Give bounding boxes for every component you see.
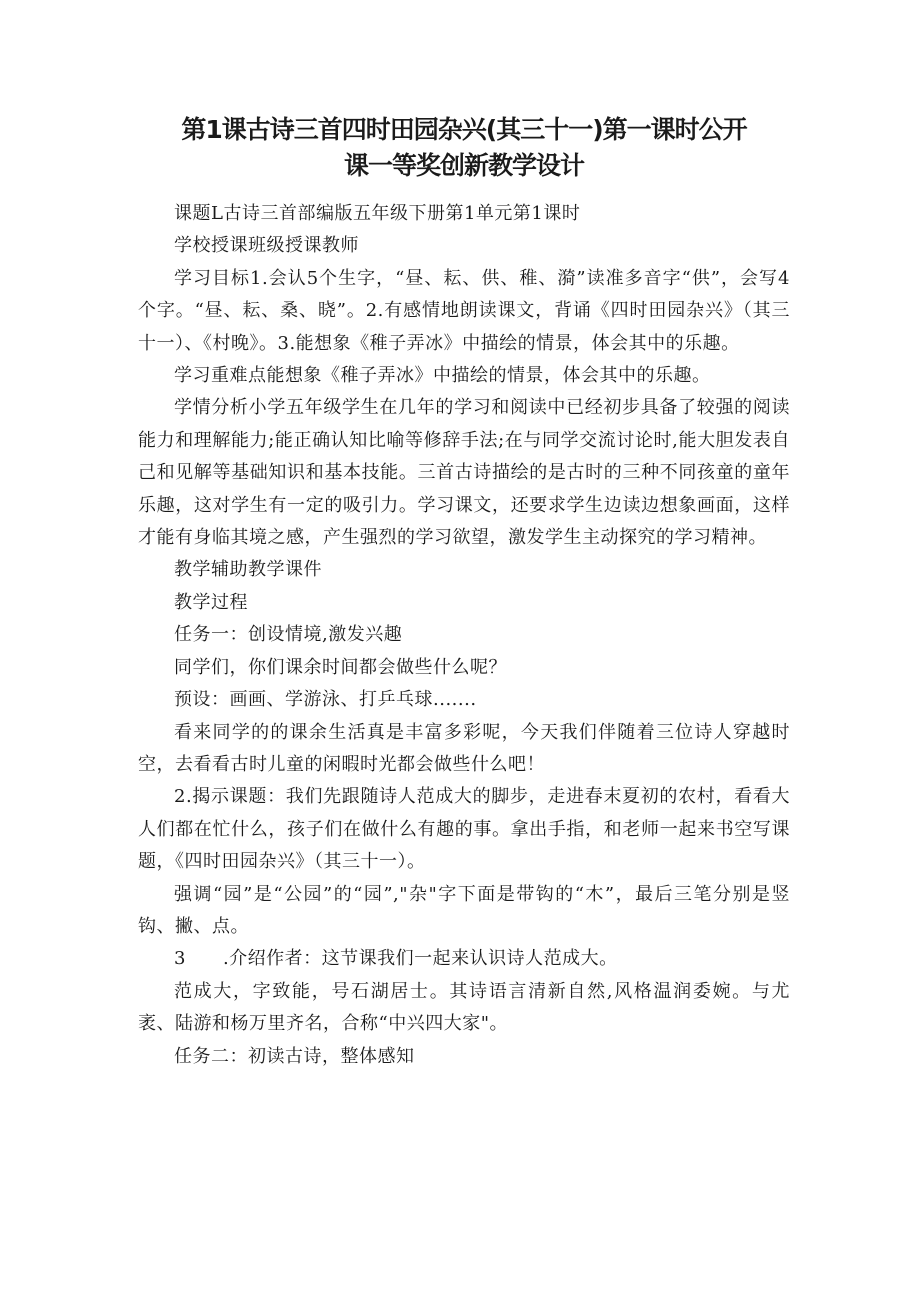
paragraph-task-two: 任务二：初读古诗，整体感知 <box>174 1045 415 1067</box>
paragraph-author-bio: 范成大，字致能，号石湖居士。其诗语言清新自然,风格温润委婉。与尤袤、陆游和杨万里齐名，合称“中兴四大家"。 <box>138 980 790 1035</box>
paragraph-learning-goals: 学习目标1.会认5个生字，“昼、耘、供、稚、漪”读准多音字“供”，会写4个字。“昼、耘、桑、晓”。2.有感情地朗读课文，背诵《四时田园杂兴》（其三十一）、《村晚》。3.能想象《稚子弄冰》中描绘的情景，体会其中的乐趣。 <box>138 267 790 354</box>
paragraph-intro: 看来同学的的课余生活真是丰富多彩呢，今天我们伴随着三位诗人穿越时空，去看看古时儿童的闲暇时光都会做些什么吧！ <box>138 721 790 775</box>
document-body <box>138 198 790 1073</box>
paragraph-author-intro: 3 .介绍作者：这节课我们一起来认识诗人范成大。 <box>174 948 618 970</box>
paragraph-emphasis: 强调“园”是“公园”的“园”,"杂"字下面是带钩的“木”，最后三笔分别是竖钩、撇、点。 <box>138 883 790 937</box>
paragraph-reveal-topic: 2.揭示课题：我们先跟随诗人范成大的脚步，走进春末夏初的农村，看看大人们都在忙什么，孩子们在做什么有趣的事。拿出手指，和老师一起来书空写课题，《四时田园杂兴》（其三十一）。 <box>138 786 790 873</box>
paragraph-teaching-process: 教学过程 <box>174 591 248 613</box>
page-title <box>138 112 790 184</box>
title-line-2: 课一等奖创新教学设计 <box>343 151 584 180</box>
paragraph-question: 同学们，你们课余时间都会做些什么呢？ <box>174 656 507 678</box>
paragraph-lesson-topic: 课题L古诗三首部编版五年级下册第1单元第1课时 <box>174 203 581 224</box>
paragraph-student-analysis: 学情分析小学五年级学生在几年的学习和阅读中已经初步具备了较强的阅读能力和理解能力;能正确认知比喻等修辞手法;在与同学交流讨论时,能大胆发表自己和见解等基础知识和基本技能。三首古诗描绘的是古时的三种不同孩童的童年乐趣，这对学生有一定的吸引力。学习课文，还要求学生边读边想象画面，这样才能有身临其境之感，产生强烈的学习欲望，激发学生主动探究的学习精神。 <box>138 397 790 549</box>
paragraph-teaching-aids: 教学辅助教学课件 <box>174 559 322 581</box>
title-line-1: 第1课古诗三首四时田园杂兴(其三十一)第一课时公开 <box>181 115 747 144</box>
paragraph-task-one: 任务一：创设情境,激发兴趣 <box>174 624 403 646</box>
paragraph-key-points: 学习重难点能想象《稚子弄冰》中描绘的情景，体会其中的乐趣。 <box>174 365 711 387</box>
paragraph-school-class: 学校授课班级授课教师 <box>174 235 359 257</box>
paragraph-preset: 预设：画画、学游泳、打乒乓球....... <box>174 689 477 711</box>
